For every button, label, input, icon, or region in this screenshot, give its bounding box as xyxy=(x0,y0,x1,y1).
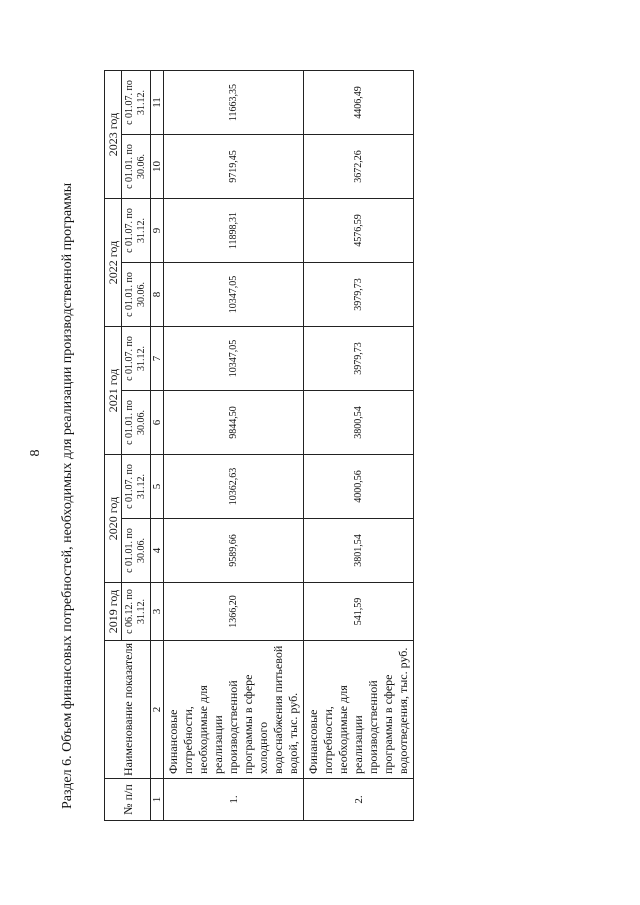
period-header: с 01.01. по 30.06. xyxy=(122,135,151,199)
row-value: 3979,73 xyxy=(304,327,414,391)
column-number-row xyxy=(151,71,164,821)
column-number: 10 xyxy=(151,135,164,199)
row-value: 541,59 xyxy=(304,583,414,641)
column-number: 2 xyxy=(151,641,164,779)
column-number: 9 xyxy=(151,199,164,263)
row-value: 10362,63 xyxy=(164,455,304,519)
column-number: 11 xyxy=(151,71,164,135)
row-value: 10347,05 xyxy=(164,263,304,327)
period-header: с 01.01. по 30.06. xyxy=(122,391,151,455)
table-row xyxy=(164,71,304,821)
column-number: 8 xyxy=(151,263,164,327)
period-header: с 01.01. по 30.06. xyxy=(122,263,151,327)
section-title: Раздел 6. Объем финансовых потребностей, необходимых для реализации производственной программы xyxy=(60,182,75,809)
row-value: 4406,49 xyxy=(304,71,414,135)
row-value: 4000,56 xyxy=(304,455,414,519)
row-value: 3801,54 xyxy=(304,519,414,583)
row-value: 11898,31 xyxy=(164,199,304,263)
period-header: с 01.07. по 31.12. xyxy=(122,455,151,519)
period-header: с 06.12. по 31.12. xyxy=(122,583,151,641)
row-value: 11663,35 xyxy=(164,71,304,135)
row-value: 3672,26 xyxy=(304,135,414,199)
row-value: 1366,20 xyxy=(164,583,304,641)
year-header: 2022 год xyxy=(105,199,122,327)
row-value: 4576,59 xyxy=(304,199,414,263)
row-value: 9844,50 xyxy=(164,391,304,455)
row-number: 1. xyxy=(164,779,304,821)
row-value: 3979,73 xyxy=(304,263,414,327)
period-header: с 01.07. по 31.12. xyxy=(122,71,151,135)
year-header: 2023 год xyxy=(105,71,122,199)
row-value: 10347,05 xyxy=(164,327,304,391)
column-number: 1 xyxy=(151,779,164,821)
financial-needs-table xyxy=(104,70,414,821)
row-value: 3800,54 xyxy=(304,391,414,455)
year-header: 2020 год xyxy=(105,455,122,583)
column-number: 7 xyxy=(151,327,164,391)
page-number: 8 xyxy=(28,449,43,457)
column-number: 4 xyxy=(151,519,164,583)
period-header: с 01.01. по 30.06. xyxy=(122,519,151,583)
period-header: с 01.07. по 31.12. xyxy=(122,199,151,263)
table-row xyxy=(304,71,414,821)
column-number: 5 xyxy=(151,455,164,519)
col-no-header: № п/п xyxy=(105,779,151,821)
period-header: с 01.07. по 31.12. xyxy=(122,327,151,391)
row-value: 9719,45 xyxy=(164,135,304,199)
column-number: 6 xyxy=(151,391,164,455)
row-name: Финансовые потребности, необходимые для реализации производственной программы в сфере водоотведения, тыс. руб. xyxy=(304,641,414,779)
row-value: 9589,66 xyxy=(164,519,304,583)
row-number: 2. xyxy=(304,779,414,821)
year-header-row xyxy=(105,71,122,821)
column-number: 3 xyxy=(151,583,164,641)
col-name-header: Наименование показателя xyxy=(105,641,151,779)
year-header: 2021 год xyxy=(105,327,122,455)
row-name: Финансовые потребности, необходимые для реализации производственной программы в сфере холодного водоснабжения питьевой водой, тыс. руб. xyxy=(164,641,304,779)
year-header: 2019 год xyxy=(105,583,122,641)
